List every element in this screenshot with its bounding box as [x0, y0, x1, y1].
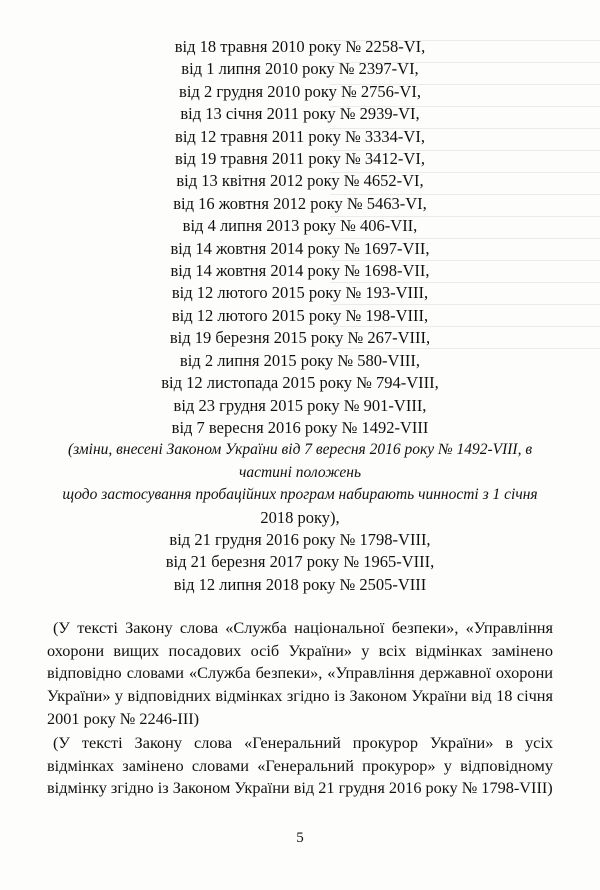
page-number: 5 [296, 830, 304, 846]
amendment-line: від 23 грудня 2015 року № 901-VIII, [173, 395, 427, 415]
amendment-line: від 14 жовтня 2014 року № 1698-VII, [170, 261, 430, 281]
amendment-line: від 13 січня 2011 року № 2939-VI, [180, 104, 420, 124]
amendment-line: від 12 лютого 2015 року № 193-VIII, [171, 283, 429, 303]
amendment-line: від 2 грудня 2010 року № 2756-VI, [179, 81, 421, 101]
probation-note-line: (зміни, внесені Законом України від 7 вересня 2016 року № 1492-VIII, в [67, 441, 533, 459]
probation-note-line: щодо застосування пробаційних програм набирають чинності з 1 січня [62, 486, 538, 504]
amendment-line: від 13 квітня 2012 року № 4652-VI, [176, 171, 424, 191]
amendment-line: від 18 травня 2010 року № 2258-VI, [174, 37, 426, 56]
amendment-line: від 2 липня 2015 року № 580-VIII, [179, 350, 421, 370]
amendment-line: від 12 липня 2018 року № 2505-VIII [173, 574, 427, 594]
amendment-line: від 12 лютого 2015 року № 198-VIII, [171, 305, 429, 325]
amendment-line: від 21 березня 2017 року № 1965-VIII, [165, 552, 435, 572]
renaming-note-prosecutor-general: (У тексті Закону слова «Генеральний прокурор України» в усіх відмінках замінено словами «Генеральний прокурор» у відповідному відмінку згідно із Законом України від 21 грудня 2016 року № 1798-VIII) [47, 733, 553, 798]
renaming-note-security-service: (У тексті Закону слова «Служба національної безпеки», «Управління охорони вищих посадових осіб України» у всіх відмінках замінено відповідно словами «Служба безпеки», «Управління державної охорони України» у відповідних відмінках згідно із Законом України від 18 січня 2001 року № 2246-III) [47, 618, 553, 728]
amendment-line: від 1 липня 2010 року № 2397-VI, [181, 59, 419, 79]
amendment-list [0, 36, 600, 596]
amendment-line: від 19 травня 2011 року № 3412-VI, [175, 149, 425, 169]
amendment-line: від 14 жовтня 2014 року № 1697-VII, [170, 238, 430, 258]
amendment-line: від 12 травня 2011 року № 3334-VI, [175, 126, 425, 146]
probation-note-line: 2018 року), [260, 507, 340, 527]
amendment-line: від 19 березня 2015 року № 267-VIII, [169, 328, 431, 348]
amendment-line: від 7 вересня 2016 року № 1492-VIII [171, 417, 429, 437]
probation-note-line: частині положень [238, 463, 362, 481]
amendment-line: від 12 листопада 2015 року № 794-VIII, [161, 373, 439, 393]
amendment-line: від 21 грудня 2016 року № 1798-VIII, [169, 529, 431, 549]
amendment-line: від 4 липня 2013 року № 406-VII, [182, 216, 418, 236]
amendment-line: від 16 жовтня 2012 року № 5463-VI, [173, 193, 427, 213]
